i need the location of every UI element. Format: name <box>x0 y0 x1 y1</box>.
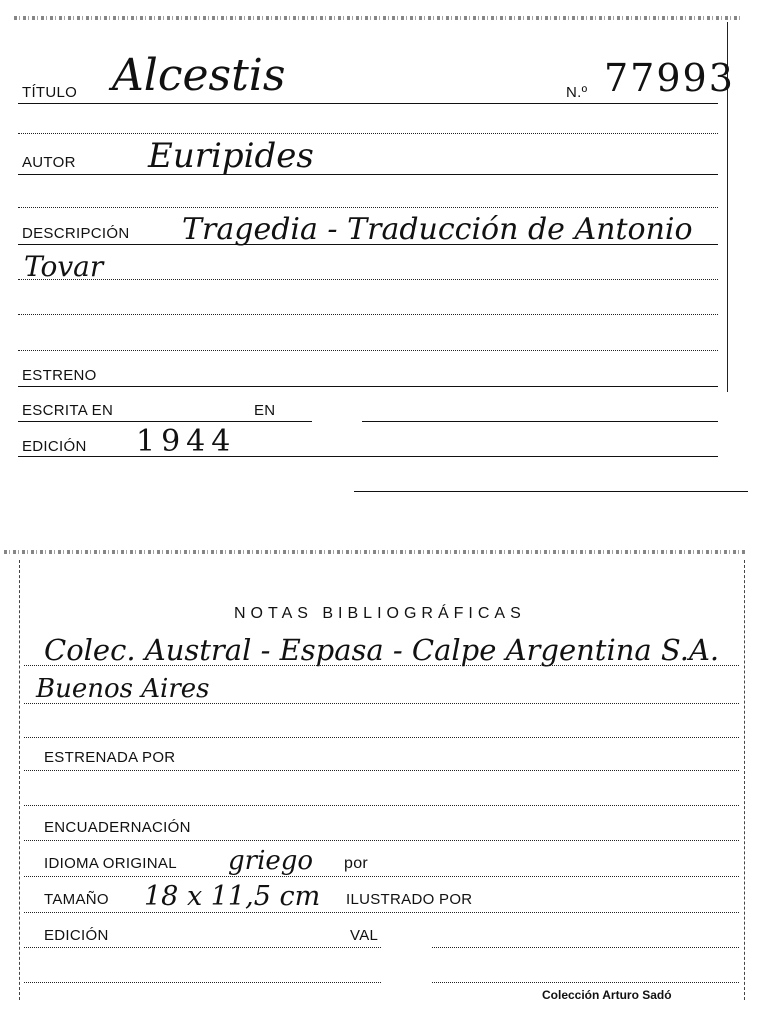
bottom-card-right-border <box>744 560 745 1000</box>
notas-line1: Colec. Austral - Espasa - Calpe Argentina S.A. <box>44 633 720 667</box>
autor-label: AUTOR <box>22 154 76 171</box>
rule <box>24 665 739 666</box>
edicion-value: 1944 <box>136 424 237 459</box>
rule <box>18 133 718 134</box>
descripcion-value-line2: Tovar <box>24 250 104 283</box>
rule <box>24 703 739 704</box>
numero-value: 77993 <box>604 56 735 100</box>
titulo-label: TÍTULO <box>22 84 78 101</box>
titulo-value: Alcestis <box>112 50 286 101</box>
notas-line2: Buenos Aires <box>36 674 210 704</box>
rule <box>24 737 739 738</box>
ilustrado-por-label: ILUSTRADO POR <box>346 891 473 908</box>
rule <box>18 279 718 280</box>
estreno-label: ESTRENO <box>22 367 97 384</box>
rule <box>24 876 739 877</box>
encuadernacion-label: ENCUADERNACIÓN <box>44 819 191 836</box>
estreno-underline <box>18 386 718 387</box>
rule <box>24 805 739 806</box>
tamano-label: TAMAÑO <box>44 891 109 908</box>
card-fold-line <box>354 491 748 492</box>
rule <box>24 840 739 841</box>
escrita-en-label: ESCRITA EN <box>22 402 114 419</box>
descripcion-underline <box>18 244 718 245</box>
rule <box>24 770 739 771</box>
numero-label: N.º <box>566 84 588 101</box>
edicion-bottom-label: EDICIÓN <box>44 927 109 944</box>
paper-damage <box>382 920 432 984</box>
autor-underline <box>18 174 718 175</box>
idioma-original-value: griego <box>228 846 314 876</box>
rule <box>18 314 718 315</box>
bottom-card-edge <box>4 550 746 554</box>
collection-credit: Colección Arturo Sadó <box>542 988 672 1002</box>
bottom-card-left-border <box>19 560 20 1000</box>
top-card-edge <box>14 16 742 20</box>
descripcion-value-line1: Tragedia - Traducción de Antonio <box>182 212 693 247</box>
autor-value: Euripides <box>148 136 314 176</box>
rule <box>18 207 718 208</box>
edicion-underline <box>18 456 718 457</box>
paper-damage <box>312 396 362 426</box>
section-title: NOTAS BIBLIOGRÁFICAS <box>234 605 526 622</box>
estrenada-por-label: ESTRENADA POR <box>44 749 176 766</box>
idioma-original-label: IDIOMA ORIGINAL <box>44 855 177 872</box>
tamano-value: 18 x 11,5 cm <box>144 881 321 912</box>
en-label: EN <box>254 402 276 419</box>
rule <box>18 350 718 351</box>
por-label: por <box>344 855 369 872</box>
titulo-underline <box>18 103 718 104</box>
edicion-label: EDICIÓN <box>22 438 87 455</box>
descripcion-label: DESCRIPCIÓN <box>22 225 130 242</box>
valor-label: VAL <box>350 927 379 944</box>
escrita-en-underline <box>18 421 718 422</box>
rule <box>24 912 739 913</box>
